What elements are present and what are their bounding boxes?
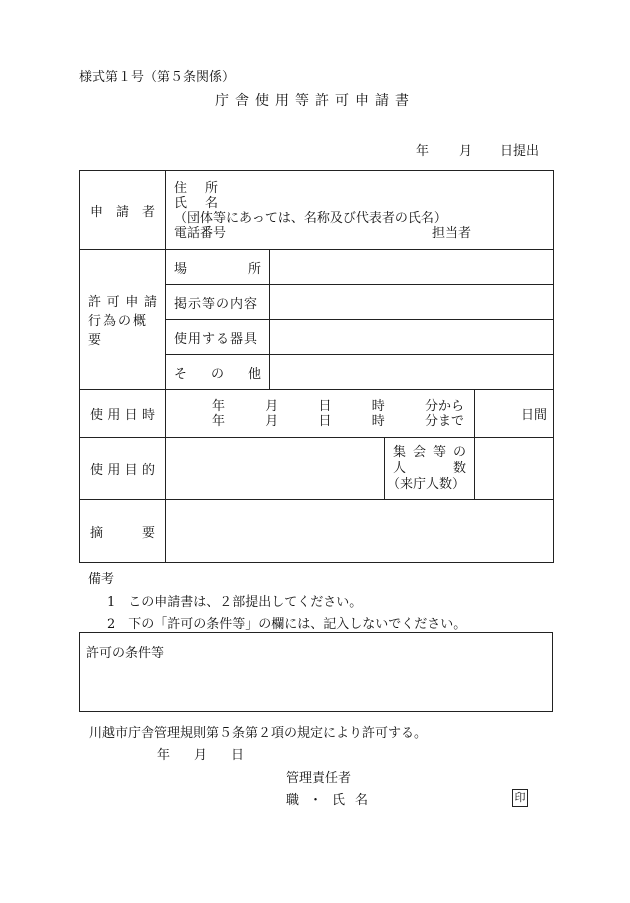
datetime-from: 年 月 日 時 分から bbox=[212, 398, 464, 414]
manager-name-label: 職・氏名 bbox=[286, 793, 379, 808]
purpose-field[interactable] bbox=[166, 438, 385, 500]
manager-title: 管理責任者 bbox=[286, 771, 352, 786]
summary-label-cell: 摘 要 bbox=[80, 500, 166, 563]
phone-label: 電話番号 bbox=[174, 226, 227, 241]
equipment-field[interactable] bbox=[270, 320, 554, 355]
note-item-1: 1 この申請書は、２部提出してください。 bbox=[107, 595, 363, 610]
phone-line bbox=[174, 226, 545, 241]
usage-datetime-field[interactable] bbox=[166, 390, 475, 438]
permit-date: 年 月 日 bbox=[157, 748, 245, 763]
posting-content-label: 掲示等の内容 bbox=[166, 285, 270, 320]
purpose-row bbox=[80, 438, 554, 500]
attendance-label-cell: 集 会 等 の 人 数 （来庁人数） bbox=[385, 438, 475, 500]
seal-mark: 印 bbox=[512, 789, 528, 807]
equipment-label: 使用する器具 bbox=[166, 320, 270, 355]
attendance-field[interactable] bbox=[475, 438, 554, 500]
form-number: 様式第１号（第５条関係） bbox=[79, 70, 236, 85]
applicant-row bbox=[80, 171, 554, 250]
applicant-details[interactable] bbox=[166, 171, 554, 250]
other-field[interactable] bbox=[270, 355, 554, 390]
note-item-2: 2 下の「許可の条件等」の欄には、記入しないでください。 bbox=[107, 617, 467, 632]
notes-heading: 備考 bbox=[88, 572, 115, 587]
applicant-label-cell bbox=[80, 171, 166, 250]
overview-row-place bbox=[80, 250, 554, 285]
other-label: そ の 他 bbox=[166, 355, 270, 390]
usage-days-label: 日間 bbox=[520, 408, 547, 423]
datetime-to: 年 月 日 時 分まで bbox=[212, 413, 464, 429]
summary-field[interactable] bbox=[166, 500, 554, 563]
name-line: 氏 名 bbox=[174, 196, 219, 211]
applicant-label: 申 請 者 bbox=[90, 204, 155, 220]
summary-row bbox=[80, 500, 554, 563]
page-title: 庁舎使用等許可申請書 bbox=[215, 93, 415, 109]
posting-content-field[interactable] bbox=[270, 285, 554, 320]
group-note: （団体等にあっては、名称及び代表者の氏名） bbox=[174, 211, 447, 226]
address-line: 住 所 bbox=[174, 181, 219, 196]
purpose-label-cell: 使 用 目 的 bbox=[80, 438, 166, 500]
submission-month: 月 bbox=[459, 144, 473, 159]
permit-conditions-label: 許可の条件等 bbox=[86, 646, 165, 661]
usage-days-cell[interactable] bbox=[475, 390, 554, 438]
submission-year: 年 bbox=[416, 144, 430, 159]
permit-conditions-box bbox=[79, 632, 553, 712]
overview-label-cell: 許 可 申 請 行為の概要 bbox=[80, 250, 166, 390]
place-label: 場 所 bbox=[166, 250, 270, 285]
usage-datetime-row bbox=[80, 390, 554, 438]
usage-datetime-label-cell: 使 用 日 時 bbox=[80, 390, 166, 438]
contact-label: 担当者 bbox=[431, 226, 471, 241]
application-table bbox=[79, 170, 554, 563]
place-field[interactable] bbox=[270, 250, 554, 285]
rule-statement: 川越市庁舎管理規則第５条第２項の規定により許可する。 bbox=[89, 726, 428, 741]
submission-date bbox=[416, 140, 539, 159]
submission-day: 日提出 bbox=[500, 144, 540, 159]
overview-label-line2: 行為の概要 bbox=[88, 314, 149, 348]
